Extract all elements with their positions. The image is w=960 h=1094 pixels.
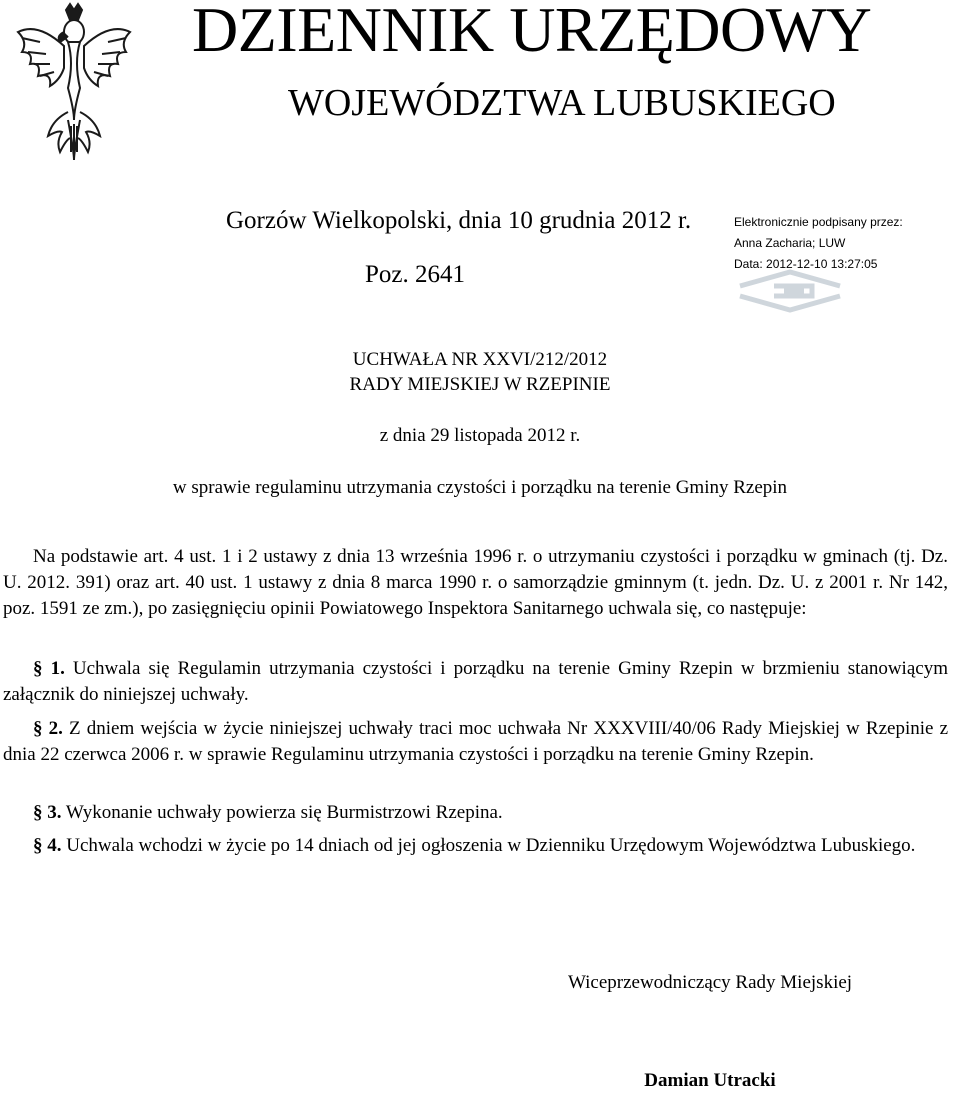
resolution-title: UCHWAŁA NR XXVI/212/2012 <box>352 349 608 370</box>
resolution-council: RADY MIEJSKIEJ W RZEPINIE <box>349 374 611 395</box>
signature-date: Data: 2012-12-10 13:27:05 <box>734 257 878 271</box>
paragraph-1 <box>3 656 948 708</box>
resolution-subject: w sprawie regulaminu utrzymania czystości i porządku na terenie Gminy Rzepin <box>172 477 788 498</box>
electronic-signature-box <box>734 212 934 312</box>
journal-title: DZIENNIK URZĘDOWY <box>192 0 872 65</box>
publication-place-date: Gorzów Wielkopolski, dnia 10 grudnia 2012 r. <box>226 207 692 234</box>
paragraph-3 <box>3 800 948 826</box>
resolution-date: z dnia 29 listopada 2012 r. <box>379 425 581 446</box>
eagle-emblem-icon <box>8 2 140 162</box>
paragraph-number: § 2. <box>33 718 63 739</box>
signer-title: Wiceprzewodniczący Rady Miejskiej <box>567 972 853 993</box>
signature-label: Elektronicznie podpisany przez: <box>734 215 903 229</box>
journal-subtitle: WOJEWÓDZTWA LUBUSKIEGO <box>288 82 836 124</box>
paragraph-number: § 1. <box>33 658 65 679</box>
signature-signer: Anna Zacharia; LUW <box>734 236 846 250</box>
preamble-text: Na podstawie art. 4 ust. 1 i 2 ustawy z dnia 13 września 1996 r. o utrzymaniu czystości i porządku w gminach (tj. Dz. U. 2012. 391) oraz art. 40 ust. 1 ustawy z dnia 8 marca 1990 r. o samorządzie gminnym (t. jedn. Dz. U. z 2001 r. Nr 142, poz. 1591 ze zm.), po zasięgnięciu opinii Powiatowego Inspektora Sanitarnego uchwala się, co następuje: <box>3 546 948 619</box>
paragraph-number: § 3. <box>33 802 62 823</box>
preamble <box>3 544 948 622</box>
paragraph-text: Wykonanie uchwały powierza się Burmistrzowi Rzepina. <box>61 802 503 823</box>
paragraph-4 <box>3 833 948 859</box>
paragraph-2 <box>3 716 948 768</box>
signer-name: Damian Utracki <box>644 1070 776 1091</box>
paragraph-text: Z dniem wejścia w życie niniejszej uchwały traci moc uchwała Nr XXXVIII/40/06 Rady Miejskiej w Rzepinie z dnia 22 czerwca 2006 r. w sprawie Regulaminu utrzymania czystości i porządku na terenie Gminy Rzepin. <box>3 718 949 765</box>
position-number: Poz. 2641 <box>365 261 465 288</box>
paragraph-text: Uchwala wchodzi w życie po 14 dniach od jej ogłoszenia w Dzienniku Urzędowym Województwa Lubuskiego. <box>61 835 916 856</box>
paragraph-number: § 4. <box>33 835 62 856</box>
paragraph-text: Uchwala się Regulamin utrzymania czystości i porządku na terenie Gminy Rzepin w brzmieniu stanowiącym załącznik do niniejszej uchwały. <box>3 658 948 705</box>
